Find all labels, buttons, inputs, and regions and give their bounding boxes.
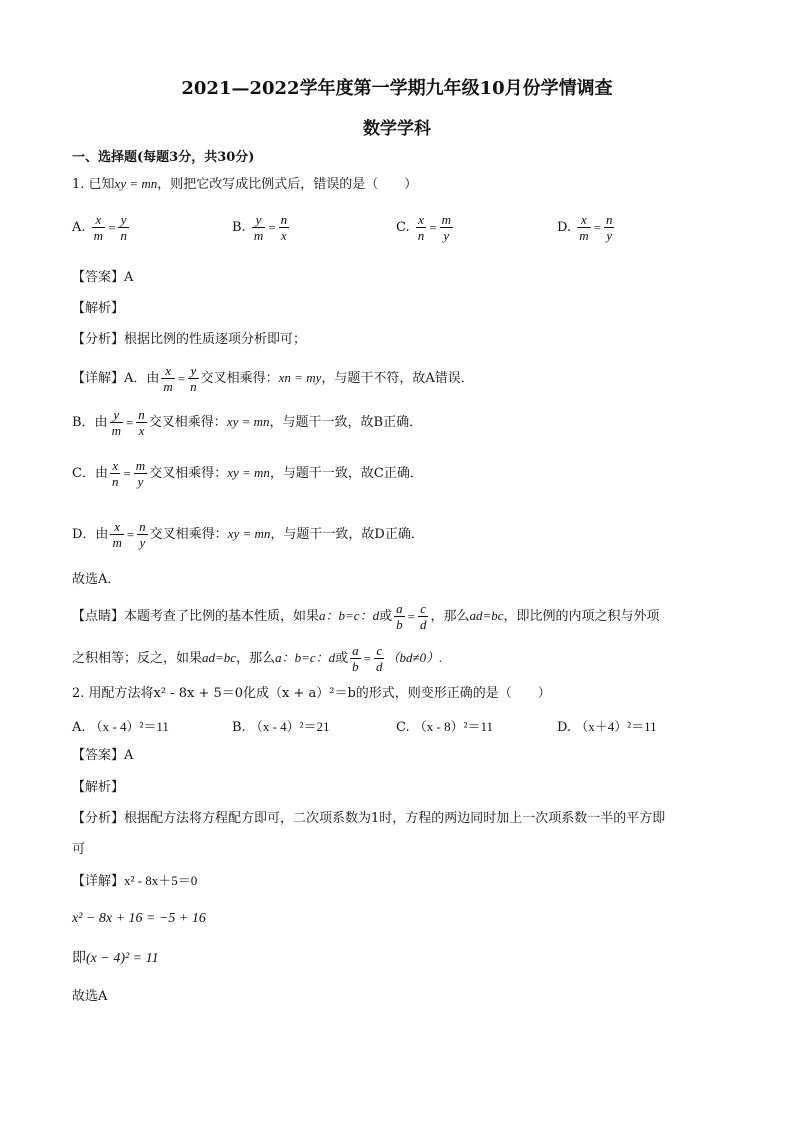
q1-detail-d: D．由 $\frac{x}{m}$ = $\frac{n}{y}$ 交叉相乘得：xy = mn，与题干一致，故D正确．	[72, 519, 424, 550]
q2-option-c: C. （x - 8）²＝11	[396, 719, 494, 735]
q1-answer: 【答案】A	[72, 270, 134, 285]
q1-fenxi: 【分析】根据比例的性质逐项分析即可；	[72, 332, 307, 347]
q2-option-b: B. （x - 4）²＝21	[232, 719, 330, 735]
q2-conclusion: 故选A	[72, 989, 108, 1004]
q2-option-a: A. （x - 4）²＝11	[72, 719, 169, 735]
q2-detail-line3: 即(x − 4)² = 11	[72, 950, 159, 966]
q1-option-d: D. $\frac{x}{m}$ = $\frac{n}{y}$	[557, 212, 613, 243]
q2-option-d: D. （x＋4）²＝11	[557, 719, 657, 735]
q1-stem: 1. 已知xy = mn，则把它改写成比例式后，错误的是（ ）	[72, 176, 418, 192]
q1-comment-line2: 之积相等；反之，如果ad=bc，那么a：b=c：d或 $\frac{a}{b}$ = $\frac{c}{d}$ （bd≠0）.	[72, 643, 443, 674]
q1-analysis-label: 【解析】	[72, 301, 125, 316]
q2-fenxi-line1: 【分析】根据配方法将方程配方即可，二次项系数为1时，方程的两边同时加上一次项系数一半的平方即	[72, 811, 666, 826]
q1-option-b: B. $\frac{y}{m}$ = $\frac{n}{x}$	[232, 212, 288, 243]
q1-detail-b: B．由 $\frac{y}{m}$ = $\frac{n}{x}$ 交叉相乘得：xy = mn，与题干一致，故B正确．	[72, 407, 423, 438]
q2-analysis-label: 【解析】	[72, 780, 125, 795]
q1-option-a: A. $\frac{x}{m}$ = $\frac{y}{n}$	[72, 212, 127, 243]
page-subtitle: 数学学科	[363, 119, 431, 139]
page-title: 2021—2022学年度第一学期九年级10月份学情调查	[181, 78, 613, 99]
q2-fenxi-line2: 可	[72, 842, 86, 857]
q2-stem: 2. 用配方法将x² - 8x + 5＝0化成（x + a）²＝b的形式，则变形正确的是（ ）	[72, 686, 551, 701]
q2-detail-line2: x² − 8x + 16 = −5 + 16	[72, 911, 206, 926]
q2-answer: 【答案】A	[72, 748, 134, 763]
q1-detail-c: C．由 $\frac{x}{n}$ = $\frac{m}{y}$ 交叉相乘得：xy = mn，与题干一致，故C正确．	[72, 458, 423, 489]
q1-detail-a: 【详解】A．由 $\frac{x}{m}$ = $\frac{y}{n}$ 交叉相乘得：xn = my，与题干不符，故A错误．	[72, 363, 474, 394]
q1-option-c: C. $\frac{x}{n}$ = $\frac{m}{y}$	[396, 212, 451, 243]
q1-conclusion: 故选A．	[72, 572, 121, 587]
q1-comment-line1: 【点睛】本题考查了比例的基本性质，如果a：b=c：d或 $\frac{a}{b}$ = $\frac{c}{d}$ ，那么ad=bc，即比例的内项之积与外项	[72, 601, 660, 632]
q2-detail-line1: 【详解】x² - 8x＋5＝0	[72, 873, 198, 889]
section-heading: 一、选择题(每题3分，共30分)	[72, 150, 255, 165]
